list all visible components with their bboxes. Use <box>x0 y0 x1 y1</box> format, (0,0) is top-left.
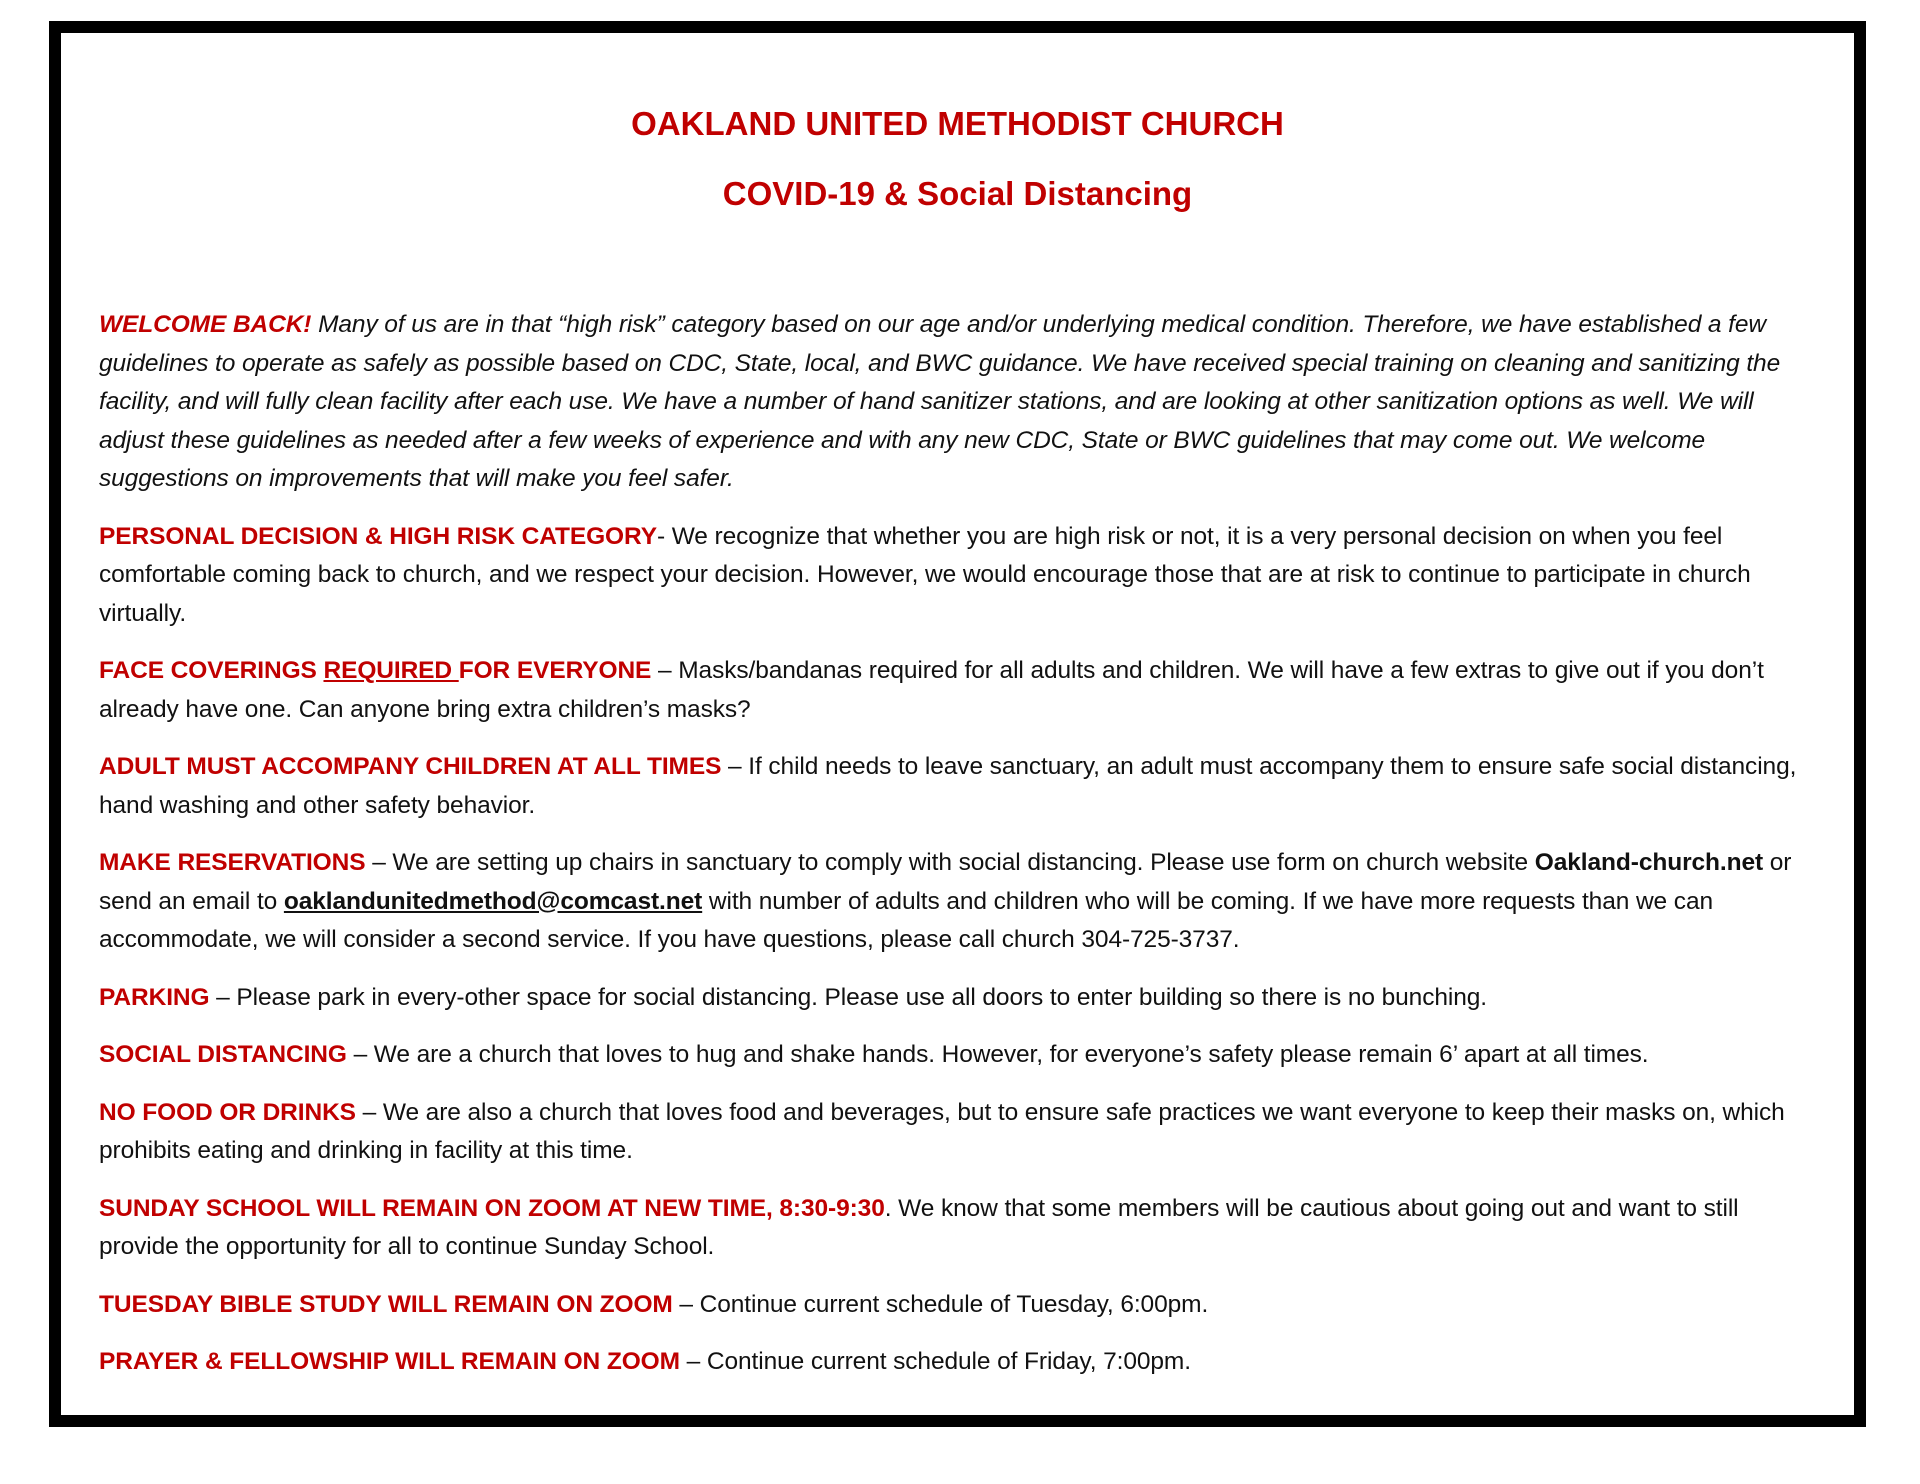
prayer-fellowship-heading: PRAYER & FELLOWSHIP WILL REMAIN ON ZOOM <box>99 1348 680 1375</box>
food-drinks-paragraph <box>99 1094 1820 1171</box>
personal-decision-paragraph <box>99 518 1820 634</box>
personal-decision-text: - We recognize that whether you are high risk or not, it is a very personal decision on when you feel comfortable coming back to church, and we respect your decision. However, we would encourage those that are at risk to continue to participate in church virtually. <box>99 522 1751 627</box>
sunday-school-paragraph <box>99 1190 1820 1267</box>
bible-study-text: – Continue current schedule of Tuesday, 6:00pm. <box>672 1290 1209 1318</box>
adult-accompany-heading: ADULT MUST ACCOMPANY CHILDREN AT ALL TIMES <box>99 753 722 780</box>
reservations-text-a: – We are setting up chairs in sanctuary to comply with social distancing. Please use form on church website <box>365 849 1535 876</box>
social-distancing-text: – We are a church that loves to hug and shake hands. However, for everyone’s safety please remain 6’ apart at all times. <box>346 1041 1649 1068</box>
parking-heading: PARKING <box>99 983 210 1011</box>
adult-accompany-text: – If child needs to leave sanctuary, an adult must accompany them to ensure safe social distancing, hand washing and other safety behavior. <box>99 753 1797 819</box>
face-coverings-heading-a: FACE COVERINGS <box>99 657 324 684</box>
reservations-text-b: or send an email to <box>99 849 1792 915</box>
document-body <box>99 306 1820 1401</box>
reservations-heading: MAKE RESERVATIONS <box>99 849 366 876</box>
sunday-school-text: . We know that some members will be cautious about going out and want to still provide the opportunity for all to continue Sunday School. <box>99 1194 1739 1260</box>
adult-accompany-paragraph <box>99 748 1820 825</box>
welcome-text: Many of us are in that “high risk” category based on our age and/or underlying medical condition. Therefore, we have established a few guidelines to operate as safely as possible based on CDC, State, local, and BWC guidance. We have received special training on cleaning and sanitizing the facility, and will fully clean facility after each use. We have a number of hand sanitizer stations, and are looking at other sanitization options as well. We will adjust these guidelines as needed after a few weeks of experience and with any new CDC, State or BWC guidelines that may come out. We welcome suggestions on improvements that will make you feel safer. <box>99 311 1781 492</box>
face-coverings-heading-required: REQUIRED <box>323 657 459 684</box>
welcome-heading: WELCOME BACK! <box>99 311 312 338</box>
sunday-school-heading: SUNDAY SCHOOL WILL REMAIN ON ZOOM AT NEW TIME, 8:30-9:30 <box>99 1194 885 1222</box>
prayer-fellowship-paragraph <box>99 1343 1820 1382</box>
reservations-paragraph <box>99 844 1820 960</box>
parking-paragraph <box>99 979 1820 1018</box>
reservations-text-c: with number of adults and children who will be coming. If we have more requests than we can accommodate, we will consider a second service. If you have questions, please call church 304-725-3737. <box>99 887 1713 953</box>
personal-decision-heading: PERSONAL DECISION & HIGH RISK CATEGORY <box>99 522 657 550</box>
social-distancing-paragraph <box>99 1036 1820 1075</box>
face-coverings-paragraph <box>99 652 1820 729</box>
document-border <box>49 21 1866 1427</box>
food-drinks-text: – We are also a church that loves food and beverages, but to ensure safe practices we want everyone to keep their masks on, which prohibits eating and drinking in facility at this time. <box>99 1098 1785 1164</box>
social-distancing-heading: SOCIAL DISTANCING <box>99 1041 347 1068</box>
food-drinks-heading: NO FOOD OR DRINKS <box>99 1098 356 1126</box>
welcome-paragraph <box>99 306 1820 499</box>
bible-study-paragraph <box>99 1286 1820 1325</box>
church-email-link[interactable]: oaklandunitedmethod@comcast.net <box>283 887 703 915</box>
church-website-link[interactable]: Oakland-church.net <box>1534 849 1764 876</box>
face-coverings-heading-c: FOR EVERYONE <box>458 657 652 684</box>
page-title: OAKLAND UNITED METHODIST CHURCH <box>631 105 1284 142</box>
page-subtitle: COVID-19 & Social Distancing <box>722 175 1193 212</box>
face-coverings-text: – Masks/bandanas required for all adults and children. We will have a few extras to give out if you don’t already have one. Can anyone bring extra children’s masks? <box>99 657 1764 723</box>
prayer-fellowship-text: – Continue current schedule of Friday, 7:00pm. <box>679 1348 1191 1375</box>
bible-study-heading: TUESDAY BIBLE STUDY WILL REMAIN ON ZOOM <box>99 1290 673 1318</box>
parking-text: – Please park in every-other space for social distancing. Please use all doors to enter building so there is no bunching. <box>209 983 1487 1011</box>
